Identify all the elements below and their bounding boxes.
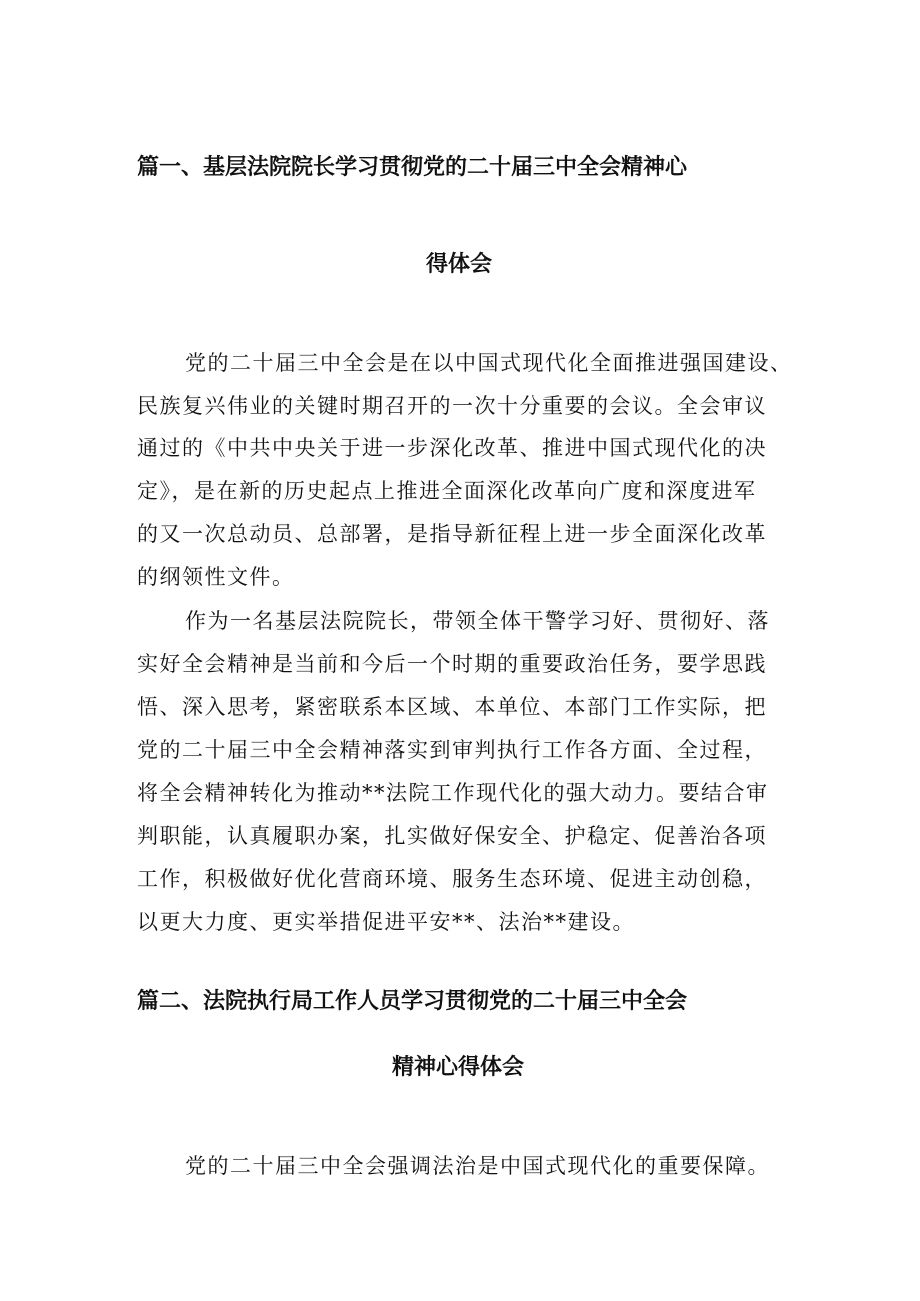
section-1-paragraph-2-line: 悟、深入思考，紧密联系本区域、本单位、本部门工作实际，把	[137, 695, 767, 719]
section-1-paragraph-1-line: 定》，是在新的历史起点上推进全面深化改革向广度和深度进军	[137, 479, 757, 503]
section-1-title-line-1: 篇一、基层法院院长学习贯彻党的二十届三中全会精神心	[137, 155, 688, 180]
section-1-paragraph-2-line: 判职能，认真履职办案，扎实做好保安全、护稳定、促善治各项	[137, 824, 767, 848]
section-1-paragraph-2-line: 以更大力度、更实举措促进平安**、法治**建设。	[137, 910, 635, 934]
section-2-paragraph-1-line: 党的二十届三中全会强调法治是中国式现代化的重要保障。	[185, 1154, 770, 1178]
section-1-paragraph-2-line: 工作，积极做好优化营商环境、服务生态环境、促进主动创稳，	[137, 867, 767, 891]
section-1-paragraph-1-line: 党的二十届三中全会是在以中国式现代化全面推进强国建设、	[185, 351, 793, 375]
section-1-paragraph-2-line: 作为一名基层法院院长，带领全体干警学习好、贯彻好、落	[185, 609, 770, 633]
section-1-paragraph-2-line: 党的二十届三中全会精神落实到审判执行工作各方面、全过程，	[137, 738, 767, 762]
section-1-paragraph-1-line: 的纲领性文件。	[137, 565, 295, 589]
section-1-paragraph-1-line: 民族复兴伟业的关键时期召开的一次十分重要的会议。全会审议	[137, 394, 767, 418]
section-1-paragraph-2-line: 将全会精神转化为推动**法院工作现代化的强大动力。要结合审	[137, 781, 769, 805]
section-1-paragraph-2-line: 实好全会精神是当前和今后一个时期的重要政治任务，要学思践	[137, 652, 767, 676]
section-2-title-line-1: 篇二、法院执行局工作人员学习贯彻党的二十届三中全会	[137, 989, 688, 1014]
section-1-paragraph-1-line: 的又一次总动员、总部署，是指导新征程上进一步全面深化改革	[137, 522, 767, 546]
section-1-title-line-2: 得体会	[426, 252, 493, 277]
section-2-title-line-2: 精神心得体会	[392, 1055, 525, 1080]
section-1-paragraph-1-line: 通过的《中共中央关于进一步深化改革、推进中国式现代化的决	[137, 436, 767, 460]
